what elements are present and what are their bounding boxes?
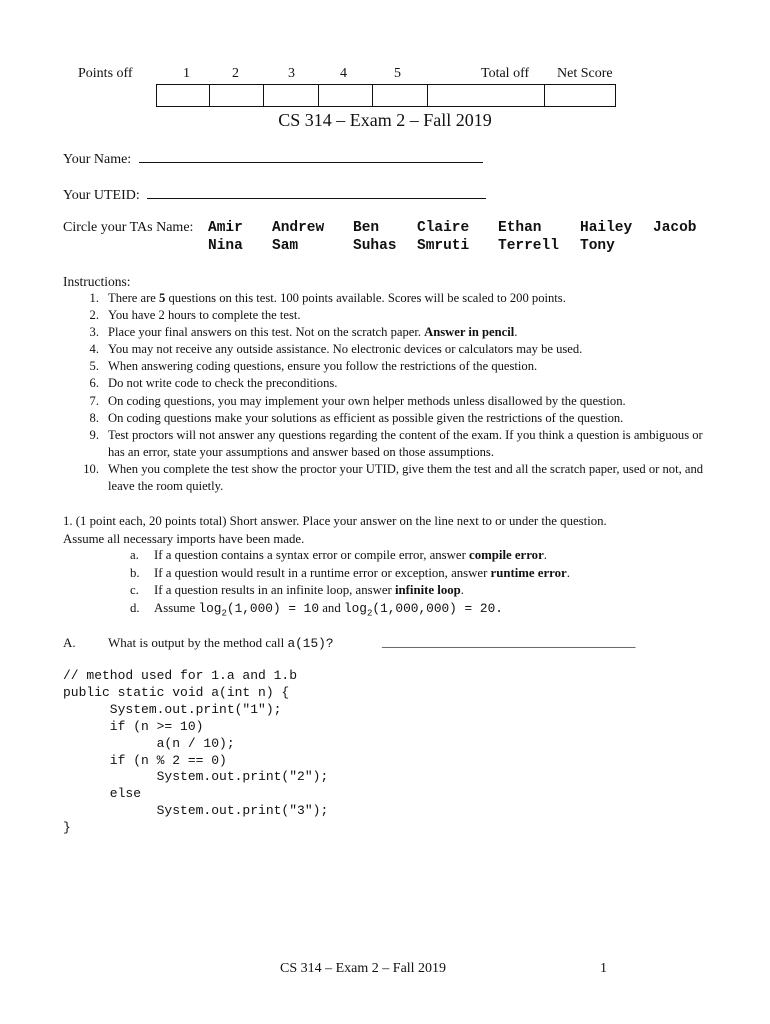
name-answer-line[interactable] [139,148,483,163]
ta-label: Circle your TAs Name: [63,220,194,235]
rule-item: d. Assume $\log_2(1,000) = 10$ and $\log_2(1,000,000) = 20$. [130,600,503,619]
instruction-item: 5. When answering coding questions, ensure you follow the restrictions of the question. [89,359,538,374]
ta-name[interactable]: Andrew [272,220,325,236]
uteid-answer-line[interactable] [147,184,486,199]
part-a-answer-line[interactable]: _______________________________________ [382,634,636,649]
score-col-2: 2 [232,66,239,81]
question-1-intro-line: 1. (1 point each, 20 points total) Short answer. Place your answer on the line next to or under the question. [63,514,607,528]
net-score-label: Net Score [557,66,613,81]
question-1-rules [130,547,570,623]
ta-name[interactable]: Tony [580,238,615,254]
instruction-item: 4. You may not receive any outside assistance. No electronic devices or calculators may be used. [89,342,583,357]
instructions-heading: Instructions: [63,274,131,289]
instructions-list [63,290,713,495]
uteid-field-row [63,184,486,204]
instruction-item: 6. Do not write code to check the preconditions. [89,376,338,391]
name-field-row [63,148,483,168]
score-box-3[interactable] [264,85,319,106]
page-number: 1 [600,961,607,976]
instruction-item: 8. On coding questions make your solutions as efficient as possible given the restrictions of the question. [89,410,624,425]
ta-name[interactable]: Hailey [580,220,633,236]
net-score-box[interactable] [545,85,615,106]
total-off-box[interactable] [428,85,545,106]
instruction-item: 7. On coding questions, you may implement your own helper methods unless disallowed by the question. [89,393,626,408]
total-off-label: Total off [481,66,530,81]
instruction-item: 10. When you complete the test show the proctor your UTID, give them the test and all the scratch paper, used or not, and leave the room quietly. [83,461,704,494]
uteid-label: Your UTEID: [63,188,140,203]
ta-name[interactable]: Amir [208,220,243,236]
ta-name[interactable]: Jacob [653,220,697,236]
score-col-1: 1 [183,66,190,81]
question-1-intro [63,513,723,548]
ta-name[interactable]: Ben [353,220,380,236]
score-col-4: 4 [340,66,347,81]
score-table-labels [0,66,770,84]
rule-item: b. If a question would result in a runtime error or exception, answer runtime error. [130,565,570,580]
ta-name[interactable]: Terrell [498,238,559,254]
instruction-item: 1. There are 5 questions on this test. 100 points available. Scores will be scaled to 200 points. [89,291,566,305]
exam-title: CS 314 – Exam 2 – Fall 2019 [278,110,492,130]
ta-name[interactable]: Sam [272,238,299,254]
score-col-5: 5 [394,66,401,81]
name-label: Your Name: [63,152,132,167]
instruction-item: 2. You have 2 hours to complete the test. [89,308,301,323]
part-a-question: What is output by the method call a(15)? [108,635,334,651]
part-a-letter: A. [63,635,76,650]
rule-item: c. If a question results in an infinite loop, answer infinite loop. [130,583,464,598]
ta-name[interactable]: Suhas [353,238,397,254]
score-col-3: 3 [288,66,295,81]
code-block: // method used for 1.a and 1.b public static void a(int n) { System.out.print("1"); if (n >= 10) a(n / 10); if (n % 2 == 0) System.out.print("2"); else System.out.print("3"); } [63,668,329,836]
ta-name[interactable]: Ethan [498,220,542,236]
ta-name[interactable]: Smruti [417,238,470,254]
ta-name[interactable]: Claire [417,220,470,236]
instruction-item: 3. Place your final answers on this test. Not on the scratch paper. Answer in pencil. [89,325,518,340]
score-table-boxes [156,84,616,107]
score-box-2[interactable] [210,85,264,106]
score-box-1[interactable] [157,85,210,106]
score-box-5[interactable] [373,85,428,106]
score-box-4[interactable] [319,85,373,106]
points-off-label: Points off [78,66,133,81]
instruction-item: 9. Test proctors will not answer any questions regarding the content of the exam. If you think a question is ambiguous or has an error, state your assumptions and answer based on those assumptions. [89,427,703,459]
footer-title: CS 314 – Exam 2 – Fall 2019 [280,961,447,976]
question-1-intro-line: Assume all necessary imports have been made. [63,531,305,546]
rule-item: a. If a question contains a syntax error or compile error, answer compile error. [130,548,547,562]
ta-name[interactable]: Nina [208,238,243,254]
